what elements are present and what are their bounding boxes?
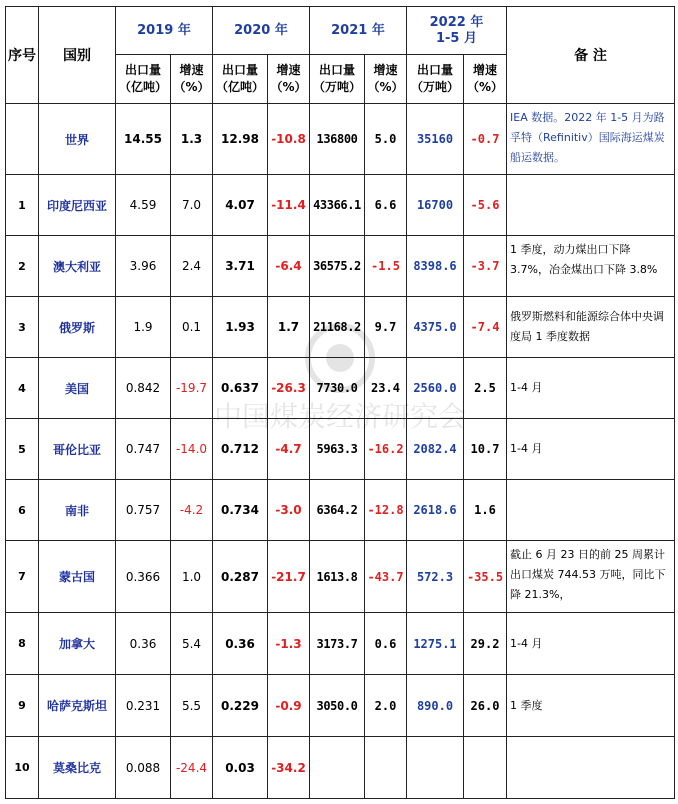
subheader-volume: 出口量 （亿吨）: [213, 55, 268, 104]
growth-2020: -21.7: [268, 541, 310, 613]
growth-2022: -5.6: [464, 175, 507, 236]
export-2020: 3.71: [213, 236, 268, 297]
export-2022: 2082.4: [407, 419, 464, 480]
growth-2020: -1.3: [268, 613, 310, 675]
growth-2019: 5.4: [171, 613, 213, 675]
growth-2022: -35.5: [464, 541, 507, 613]
export-2022: 1275.1: [407, 613, 464, 675]
export-2021: 36575.2: [310, 236, 365, 297]
export-2019: 0.842: [116, 358, 171, 419]
growth-2020: -6.4: [268, 236, 310, 297]
growth-2022: 10.7: [464, 419, 507, 480]
growth-2020: -34.2: [268, 737, 310, 799]
header-year-2020: 2020 年: [213, 7, 310, 55]
growth-2019: -19.7: [171, 358, 213, 419]
subheader-volume: 出口量 （亿吨）: [116, 55, 171, 104]
growth-2021: -43.7: [365, 541, 407, 613]
export-2019: 0.757: [116, 480, 171, 541]
growth-2021: -12.8: [365, 480, 407, 541]
growth-2019: -4.2: [171, 480, 213, 541]
table-row: [6, 737, 675, 799]
header-year-2019: 2019 年: [116, 7, 213, 55]
growth-2021: 0.6: [365, 613, 407, 675]
row-country: 世界: [39, 104, 116, 175]
row-country: 南非: [39, 480, 116, 541]
subheader-volume: 出口量 （万吨）: [310, 55, 365, 104]
export-2021: 3050.0: [310, 675, 365, 737]
table-row: [6, 297, 675, 358]
growth-2019: 1.3: [171, 104, 213, 175]
table-row: [6, 104, 675, 175]
export-2020: 0.03: [213, 737, 268, 799]
growth-2021: 5.0: [365, 104, 407, 175]
subheader-growth: 增速 （%）: [268, 55, 310, 104]
row-index: 6: [6, 480, 39, 541]
header-country: 国别: [39, 7, 116, 104]
growth-2020: -26.3: [268, 358, 310, 419]
growth-2021: -16.2: [365, 419, 407, 480]
table-row: [6, 175, 675, 236]
row-index: 8: [6, 613, 39, 675]
row-country: 哈萨克斯坦: [39, 675, 116, 737]
export-2020: 0.287: [213, 541, 268, 613]
growth-2019: 7.0: [171, 175, 213, 236]
growth-2021: 23.4: [365, 358, 407, 419]
export-2019: 3.96: [116, 236, 171, 297]
row-note: [507, 737, 675, 799]
growth-2022: -7.4: [464, 297, 507, 358]
header-year-2021: 2021 年: [310, 7, 407, 55]
export-2022: 2618.6: [407, 480, 464, 541]
subheader-growth: 增速 （%）: [171, 55, 213, 104]
growth-2021: 9.7: [365, 297, 407, 358]
row-note: 1-4 月: [507, 419, 675, 480]
export-2020: 4.07: [213, 175, 268, 236]
export-2022: 8398.6: [407, 236, 464, 297]
row-note: 1 季度，动力煤出口下降 3.7%，冶金煤出口下降 3.8%: [507, 236, 675, 297]
row-note: 1-4 月: [507, 358, 675, 419]
row-index: 1: [6, 175, 39, 236]
growth-2022: 26.0: [464, 675, 507, 737]
table-row: [6, 675, 675, 737]
export-2020: 12.98: [213, 104, 268, 175]
header-index: 序号: [6, 7, 39, 104]
export-2022: 890.0: [407, 675, 464, 737]
export-2020: 0.36: [213, 613, 268, 675]
row-index: 3: [6, 297, 39, 358]
coal-export-table: [5, 6, 675, 799]
export-2019: 0.088: [116, 737, 171, 799]
export-2021: [310, 737, 365, 799]
row-country: 印度尼西亚: [39, 175, 116, 236]
row-note: 1-4 月: [507, 613, 675, 675]
row-note: 俄罗斯燃料和能源综合体中央调度局 1 季度数据: [507, 297, 675, 358]
export-2019: 0.36: [116, 613, 171, 675]
row-country: 蒙古国: [39, 541, 116, 613]
row-country: 加拿大: [39, 613, 116, 675]
growth-2019: -24.4: [171, 737, 213, 799]
growth-2019: 1.0: [171, 541, 213, 613]
header-year-2022: 2022 年 1-5 月: [407, 7, 507, 55]
growth-2019: 2.4: [171, 236, 213, 297]
growth-2021: -1.5: [365, 236, 407, 297]
export-2021: 21168.2: [310, 297, 365, 358]
header-notes: 备 注: [507, 7, 675, 104]
growth-2019: -14.0: [171, 419, 213, 480]
watermark-text: 中国煤炭经济研究会: [213, 400, 467, 433]
growth-2022: -3.7: [464, 236, 507, 297]
row-country: 俄罗斯: [39, 297, 116, 358]
export-2019: 0.231: [116, 675, 171, 737]
growth-2022: -0.7: [464, 104, 507, 175]
export-2019: 0.366: [116, 541, 171, 613]
export-2021: 7730.0: [310, 358, 365, 419]
table-row: [6, 541, 675, 613]
row-country: 美国: [39, 358, 116, 419]
growth-2022: 2.5: [464, 358, 507, 419]
export-2022: 2560.0: [407, 358, 464, 419]
growth-2019: 0.1: [171, 297, 213, 358]
table-row: [6, 419, 675, 480]
row-note: [507, 175, 675, 236]
growth-2020: -0.9: [268, 675, 310, 737]
export-2021: 136800: [310, 104, 365, 175]
subheader-growth: 增速 （%）: [365, 55, 407, 104]
export-2020: 0.637: [213, 358, 268, 419]
export-2022: 572.3: [407, 541, 464, 613]
row-index: [6, 104, 39, 175]
row-country: 莫桑比克: [39, 737, 116, 799]
row-country: 澳大利亚: [39, 236, 116, 297]
row-note: 截止 6 月 23 日的前 25 周累计出口煤炭 744.53 万吨，同比下降 21.3%，: [507, 541, 675, 613]
growth-2019: 5.5: [171, 675, 213, 737]
table-row: [6, 613, 675, 675]
export-2019: 1.9: [116, 297, 171, 358]
row-index: 7: [6, 541, 39, 613]
export-2020: 0.734: [213, 480, 268, 541]
growth-2020: -10.8: [268, 104, 310, 175]
export-2021: 6364.2: [310, 480, 365, 541]
growth-2022: 1.6: [464, 480, 507, 541]
export-2021: 3173.7: [310, 613, 365, 675]
growth-2021: [365, 737, 407, 799]
export-2020: 0.712: [213, 419, 268, 480]
subheader-volume: 出口量 （万吨）: [407, 55, 464, 104]
export-2022: 35160: [407, 104, 464, 175]
export-2022: 16700: [407, 175, 464, 236]
growth-2020: -11.4: [268, 175, 310, 236]
export-2019: 0.747: [116, 419, 171, 480]
growth-2022: [464, 737, 507, 799]
row-note: IEA 数据。2022 年 1-5 月为路孚特（Refinitiv）国际海运煤炭船运数据。: [507, 104, 675, 175]
growth-2022: 29.2: [464, 613, 507, 675]
row-index: 4: [6, 358, 39, 419]
subheader-growth: 增速 （%）: [464, 55, 507, 104]
row-index: 9: [6, 675, 39, 737]
row-note: 1 季度: [507, 675, 675, 737]
export-2020: 0.229: [213, 675, 268, 737]
export-2019: 14.55: [116, 104, 171, 175]
table-row: [6, 480, 675, 541]
row-index: 10: [6, 737, 39, 799]
table-row: [6, 236, 675, 297]
export-2022: 4375.0: [407, 297, 464, 358]
row-index: 2: [6, 236, 39, 297]
growth-2020: -4.7: [268, 419, 310, 480]
growth-2020: 1.7: [268, 297, 310, 358]
growth-2021: 6.6: [365, 175, 407, 236]
export-2022: [407, 737, 464, 799]
export-2021: 1613.8: [310, 541, 365, 613]
table-row: [6, 358, 675, 419]
export-2021: 43366.1: [310, 175, 365, 236]
table-body: [6, 104, 675, 799]
growth-2021: 2.0: [365, 675, 407, 737]
export-2019: 4.59: [116, 175, 171, 236]
row-note: [507, 480, 675, 541]
row-index: 5: [6, 419, 39, 480]
growth-2020: -3.0: [268, 480, 310, 541]
export-2021: 5963.3: [310, 419, 365, 480]
export-2020: 1.93: [213, 297, 268, 358]
row-country: 哥伦比亚: [39, 419, 116, 480]
